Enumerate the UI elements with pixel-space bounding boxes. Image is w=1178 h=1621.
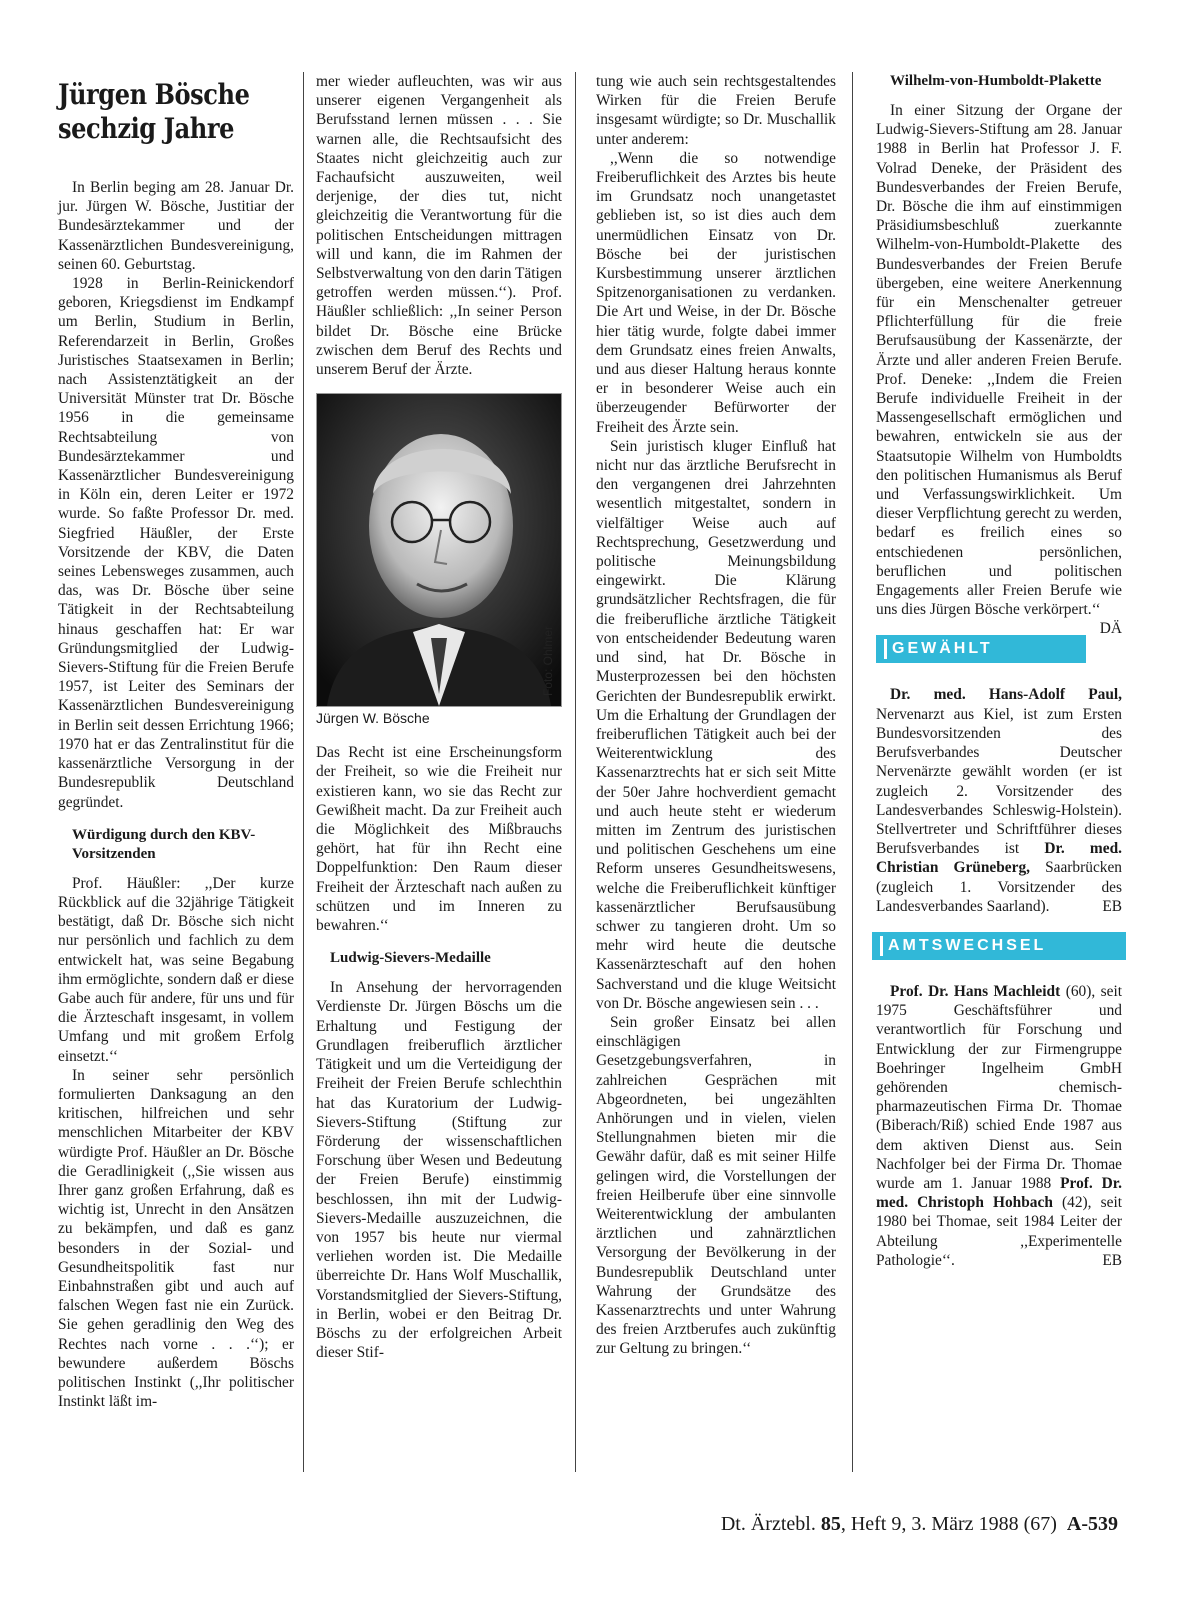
journal-name: Dt. Ärztebl.	[720, 1513, 816, 1535]
paragraph: Prof. Häußler: ,,Der kurze Rückblick auf die 32jährige Tätigkeit bestätigt, daß Dr. Bösche sich nicht nur persönlich und fachlich zu dem entwickelt hat, was seine Begabung ihm ermöglichte, sondern daß er diese Gabe auch für andere, für uns und für die Ärzteschaft insgesamt, in vollem Umfang und mit großem Erfolg einsetzt.‘‘	[58, 874, 294, 1065]
paragraph: In Berlin beging am 28. Januar Dr. jur. Jürgen W. Bösche, Justitiar der Bundesärztekammer und der Kassenärztlichen Bundesvereinigung, seinen 60. Geburtstag.	[58, 179, 294, 273]
page-footer	[0, 1512, 1178, 1536]
person-name: Dr. med. Hans-Adolf Paul,	[890, 686, 1122, 704]
portrait-photo	[316, 393, 562, 707]
paragraph	[876, 685, 1122, 915]
paragraph-text: (60), seit 1975 Geschäftsführer und verantwortlich für Forschung und Entwicklung der zur Firmengruppe Boehringer Ingelheim GmbH gehörenden chemisch-pharmazeutischen Firma Dr. Thomae (Biberach/Riß) schied Ende 1987 aus dem aktiven Dienst aus. Sein Nachfolger bei der Firma Dr. Thomae wurde am 1. Januar 1988	[876, 982, 1122, 1192]
page-number: A-539	[1066, 1513, 1118, 1535]
paragraph: Sein großer Einsatz bei allen einschlägigen Gesetzgebungsverfahren, in zahlreichen Gesprächen mit Abgeordneten, bei ungezählten Anhörungen und in vielen, vielen Stellungnahmen bieten mir die Gewähr dafür, daß es mit seiner Hilfe gelingen wird, die Vorstellungen der freien Heilberufe über eine sinnvolle Weiterentwicklung der ambulanten ärztlichen und zahnärztlichen Versorgung der Bevölkerung in der Bundesrepublik Deutschland unter Wahrung der Grundsätze des Kassenarztrechts und unter Wahrung des freien Arztberufes auch zukünftig zur Geltung zu bringen.‘‘	[596, 1013, 836, 1358]
paragraph: Das Recht ist eine Erscheinungsform der Freiheit, so wie die Freiheit nur existieren kann, wo sie das Recht zur Gewißheit macht. Da zur Freiheit auch die Möglichkeit des Mißbrauchs gehört, hat für ihn Recht eine Doppelfunktion: Den Raum dieser Freiheit der Ärzteschaft nach außen zu schützen und im Inneren zu bewahren.‘‘	[316, 744, 562, 935]
paragraph-text: In einer Sitzung der Organe der Ludwig-Sievers-Stiftung am 28. Januar 1988 in Berlin hat Professor J. F. Volrad Deneke, der Präsident des Bundesverbandes der Freien Berufe, Dr. Bösche die ihm auf einstimmigen Präsidiumsbeschluß zuerkannte Wilhelm-von-Humboldt-Plakette des Bundesverbandes der Freien Berufe übergeben, eine weitere Anerkennung für ein Menschenalter getreuer Pflichterfüllung für die freie Berufsausübung der Kassenärzte, der Ärzte und aller anderen Freien Berufe. Prof. Deneke: ,,Indem die Freien Berufe individuelle Freiheit in der Massengesellschaft ermöglichen und bewahren, entwickeln sie aus der Staatsutopie Wilhelm von Humboldts den politischen Humanismus als Beruf und Verfassungswirklichkeit. Um dieser Verpflichtung gerecht zu werden, bedarf es freilich eines so entschiedenen persönlichen, beruflichen und politischen Engagements aller Freien Berufe wie uns dies Jürgen Bösche verkörpert.‘‘	[876, 102, 1122, 619]
paragraph	[876, 982, 1122, 1270]
paragraph: In Ansehung der hervorragenden Verdienste Dr. Jürgen Böschs um die Erhaltung und Festigung der Grundlagen freiberuflich ärztlicher Tätigkeit und um die Verteidigung der Freiheit der Freien Berufe schlechthin hat das Kuratorium der Ludwig-Sievers-Stiftung (Stiftung zur Förderung der wissenschaftlichen Forschung über Wesen und Bedeutung der Freien Berufe) einstimmig beschlossen, ihn mit der Ludwig-Sievers-Medaille auszuzeichnen, die von 1957 bis heute nur viermal verliehen worden ist. Die Medaille überreichte Dr. Hans Wolf Muschallik, Vorstandsmitglied der Sievers-Stiftung, in Berlin, wobei er den Beitrag Dr. Böschs zu der erfolgreichen Arbeit dieser Stif-	[316, 979, 562, 1362]
paragraph-text: Nervenarzt aus Kiel, ist zum Ersten Bundesvorsitzenden des Berufsverbandes Deutscher Nervenärzte gewählt worden (er ist zugleich 2. Vorsitzender des Landesverbandes Schleswig-Holstein). Stellvertreter und Schriftführer dieses Berufsverbandes ist	[876, 705, 1122, 858]
column-1	[58, 72, 294, 1411]
column-2	[316, 72, 562, 1362]
author-sign: EB	[1102, 897, 1122, 915]
column-3	[596, 72, 836, 1359]
photo-caption: Jürgen W. Bösche	[316, 710, 430, 727]
paragraph-text: Saarbrücken (zugleich 1. Vorsitzender des Landesverbandes Saarland).	[876, 859, 1122, 915]
paragraph	[876, 101, 1122, 638]
author-sign: EB	[1102, 1251, 1122, 1269]
band-label: GEWÄHLT	[884, 639, 993, 659]
paragraph: tung wie auch sein rechtsgestaltendes Wirken für die Freien Berufe insgesamt würdigte; so Dr. Muschallik unter anderem:	[596, 73, 836, 148]
person-name: Prof. Dr. Hans Machleidt	[890, 982, 1061, 1000]
column-4	[876, 72, 1122, 1270]
person-name: Dr. med. Christian Grüneberg,	[876, 840, 1122, 877]
paragraph: mer wieder aufleuchten, was wir aus unserer eigenen Vergangenheit als Berufsstand lernen müssen . . . Sie warnen alle, die Rechtsaufsicht des Staates nicht gleichzeitig auch zur Fachaufsicht auszuweiten, weil derjenige, der dies tut, nicht gleichzeitig die Verantwortung für die politischen Entscheidungen mittragen will und kann, die im Rahmen der Selbstverwaltung von den darin Tätigen getroffen werden müssen.‘‘). Prof. Häußler schließlich: ,,In seiner Person bildet Dr. Bösche eine Brücke zwischen dem Beruf des Rechts und unserem Beruf der Ärzte.	[316, 73, 562, 379]
paragraph: ,,Wenn die so notwendige Freiberuflichkeit des Arztes bis heute im Grundsatz noch unangetastet geblieben ist, so ist dies auch dem unermüdlichen Einsatz von Dr. Bösche bei der juristischen Kursbestimmung unserer ärztlichen Spitzenorganisationen zu verdanken. Die Art und Weise, in der Dr. Bösche hier tätig wurde, folgte dabei immer dem Grundsatz eines freien Anwalts, und aus dieser Haltung heraus konnte er in besonderer Weise auch ein überzeugender Befürworter der Freiheit des Ärzte sein.	[596, 149, 836, 436]
article-title: Jürgen Bösche sechzig Jahre	[58, 78, 250, 145]
band-label: AMTSWECHSEL	[880, 936, 1046, 956]
paragraph: In seiner sehr persönlich formulierten Danksagung an den kritischen, hilfreichen und sehr menschlichen Mitarbeiter der KBV würdigte Prof. Häußler an Dr. Bösche die Geradlinigkeit (,,Sie wissen aus Ihrer ganz großen Erfahrung, daß es wichtig ist, Unrecht in den Ansätzen zu bekämpfen, und daß es ganz besonders in der Sozial- und Gesundheitspolitik fast nur Einbahnstraßen gibt und auch auf falschen Wegen fast nie ein Zurück. Sie gehen geradlinig den Weg des Rechtes nach vorne . . .‘‘); er bewundere außerdem Böschs politischen Instinkt (,,Ihr politischer Instinkt läßt im-	[58, 1066, 294, 1411]
section-heading: Wilhelm-von-Humboldt-Plakette	[890, 73, 1102, 89]
section-band-amtswechsel	[872, 932, 1126, 960]
journal-volume: 85	[820, 1513, 841, 1535]
section-heading: Ludwig-Sievers-Medaille	[330, 950, 491, 967]
person-name: Prof. Dr. med. Christoph Hohbach	[876, 1174, 1122, 1212]
section-heading: Würdigung durch den KBV-Vorsitzenden	[72, 826, 256, 862]
journal-issue: , Heft 9, 3. März 1988 (67)	[840, 1513, 1057, 1535]
paragraph: Sein juristisch kluger Einfluß hat nicht nur das ärztliche Berufsrecht in den vergangenen drei Jahrzehnten wesentlich mitgestaltet, sondern in vielfältiger Weise auch auf Rechtsprechung, Gesetzwerdung und politische Meinungsbildung eingewirkt. Die Klärung grundsätzlicher Rechtsfragen, die für die freiberufliche ärztliche Tätigkeit von entscheidender Bedeutung waren und sind, hat Dr. Bösche in Musterprozessen bei den höchsten Gerichten der Bundesrepublik erwirkt. Um die Erhaltung der Grundlagen der freiberuflichen Tätigkeit auch bei der Weiterentwicklung des Kassenarztrechts hat er sich seit Mitte der 50er Jahre hochverdient gemacht und auch heute steht er wiederum mitten im Zentrum des juristischen und politischen Geschehens um eine Reform unseres Gesundheitswesens, welche die Freiberuflichkeit künftiger kassenärztlicher Berufsausübung schwer zu tangieren droht. Um so mehr wird heute die deutsche Kassenärzteschaft auf den hohen Sachverstand und die kluge Weitsicht von Dr. Bösche angewiesen sein . . .	[596, 437, 836, 1012]
photo-credit: Foto: Ohlmer	[540, 626, 555, 697]
section-band-gewaehlt	[876, 635, 1086, 663]
author-sign: DÄ	[1099, 620, 1122, 638]
paragraph-text: (42), seit 1980 bei Thomae, seit 1984 Leiter der Abteilung ,,Experimentelle Pathologie‘‘.	[876, 1194, 1122, 1269]
portrait-image	[317, 394, 561, 706]
paragraph: 1928 in Berlin-Reinickendorf geboren, Kriegsdienst im Endkampf um Berlin, Studium in Berlin, Referendarzeit in Berlin, Großes Juristisches Staatsexamen in Berlin; nach Assistenztätigkeit an der Universität Münster trat Dr. Bösche 1956 in die gemeinsame Rechtsabteilung von Bundesärztekammer und Kassenärztlicher Bundesvereinigung in Köln ein, deren Leiter er 1972 wurde. So faßte Professor Dr. med. Siegfried Häußler, der Erste Vorsitzende der KBV, die Daten seines Lebensweges zusammen, auch das, was Dr. Bösche über seine Tätigkeit in der Rechtsabteilung hinaus geschaffen hat: Er war Gründungsmitglied der Ludwig-Sievers-Stiftung für die Freien Berufe 1957, ist Leiter des Seminars der Kassenärztlichen Bundesvereinigung in Berlin seit dessen Errichtung 1966; 1970 hat er das Zentralinstitut für die kassenärztliche Versorgung in der Bundesrepublik Deutschland gegründet.	[58, 275, 294, 811]
